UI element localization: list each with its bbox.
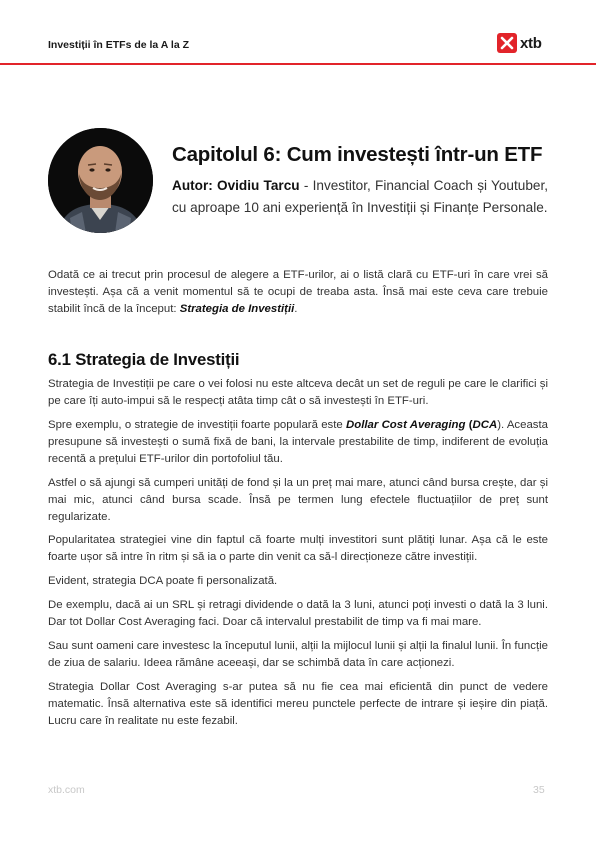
- document-title: Investiții în ETFs de la A la Z: [48, 39, 190, 51]
- paragraph-2: [48, 417, 548, 468]
- paragraph-3: Astfel o să ajungi să cumperi unități de fond și la un preț mai mare, atunci când bursa crește, dar și mai mic, atunci când bursa scade. Însă pe termen lung efectele fluctuațiilor de preț sunt regularizate.: [48, 477, 548, 524]
- intro-text: Odată ce ai trecut prin procesul de alegere a ETF-urilor, ai o listă clară cu ETF-uri în care vrei să investești. Așa că a venit momentul să te ocupi de treaba asta. Însă mai este ceva care trebuie stabilit încă de la început:: [48, 269, 548, 316]
- xtb-logo: [497, 33, 542, 53]
- intro-paragraph: [48, 267, 548, 318]
- footer-site: xtb.com: [48, 784, 85, 796]
- xtb-logo-mark-icon: [497, 33, 517, 53]
- author-info: [172, 175, 548, 218]
- chapter-title: Capitolul 6: Cum investești într-un ETF: [172, 143, 543, 166]
- paragraph-4: Popularitatea strategiei vine din faptul că foarte mulți investitori sunt plătiți lunar. Așa că le este foarte ușor să intre în ritm și să ia o parte din venit ca să-l direcționeze către investiții.: [48, 534, 548, 564]
- dca-term: Dollar Cost Averaging: [346, 419, 466, 431]
- author-description: - Investitor, Financial Coach și Youtuber, cu aproape 10 ani experiență în Investiții și Finanțe Personale.: [172, 178, 548, 215]
- page-header: [0, 0, 596, 66]
- paragraph-5: Evident, strategia DCA poate fi personalizată.: [48, 575, 278, 587]
- paragraph-1: Strategia de Investiții pe care o vei folosi nu este altceva decât un set de reguli pe care le clarifici și pe care îți auto-impui să le respecți atâta timp cât o să investești în ETF-uri.: [48, 378, 548, 408]
- section-title: 6.1 Strategia de Investiții: [48, 350, 240, 369]
- xtb-logo-text: xtb: [520, 34, 542, 52]
- paragraph-2-text-a: Spre exemplu, o strategie de investiții foarte populară este: [48, 419, 347, 431]
- paragraph-2-text-c: ). Aceasta presupune să investești o sumă fixă de bani, la intervale prestabilite de timp, indiferent de evoluția recentă a prețului ETF-urilor din portofoliul tău.: [48, 419, 548, 466]
- dca-abbrev: DCA: [472, 419, 498, 431]
- paragraph-7: Sau sunt oameni care investesc la începutul lunii, alții la mijlocul lunii și alții la finalul lunii. În funcție de ziua de salariu. Ideea rămâne aceeași, dar se schimbă data în care acționezi.: [48, 640, 548, 670]
- author-name: Autor: Ovidiu Tarcu: [172, 178, 300, 193]
- page-number: 35: [533, 784, 545, 796]
- paragraph-2-text-b: (: [465, 419, 473, 431]
- header-divider: [0, 63, 596, 65]
- intro-emphasis: Strategia de Investiții: [179, 303, 295, 316]
- author-photo: [48, 128, 153, 233]
- paragraph-8: Strategia Dollar Cost Averaging s-ar putea să nu fie cea mai eficientă din punct de vedere matematic. Însă alternativa este să identifici mereu punctele perfecte de intrare și ieșire din piață. Lucru care în realitate nu este fezabil.: [48, 681, 548, 728]
- paragraph-6: De exemplu, dacă ai un SRL și retragi dividende o dată la 3 luni, atunci poți investi o dată la 3 luni. Dar tot Dollar Cost Averaging faci. Doar că intervalul prestabilit de timp va fi mai mare.: [48, 599, 548, 629]
- intro-end: .: [294, 303, 298, 316]
